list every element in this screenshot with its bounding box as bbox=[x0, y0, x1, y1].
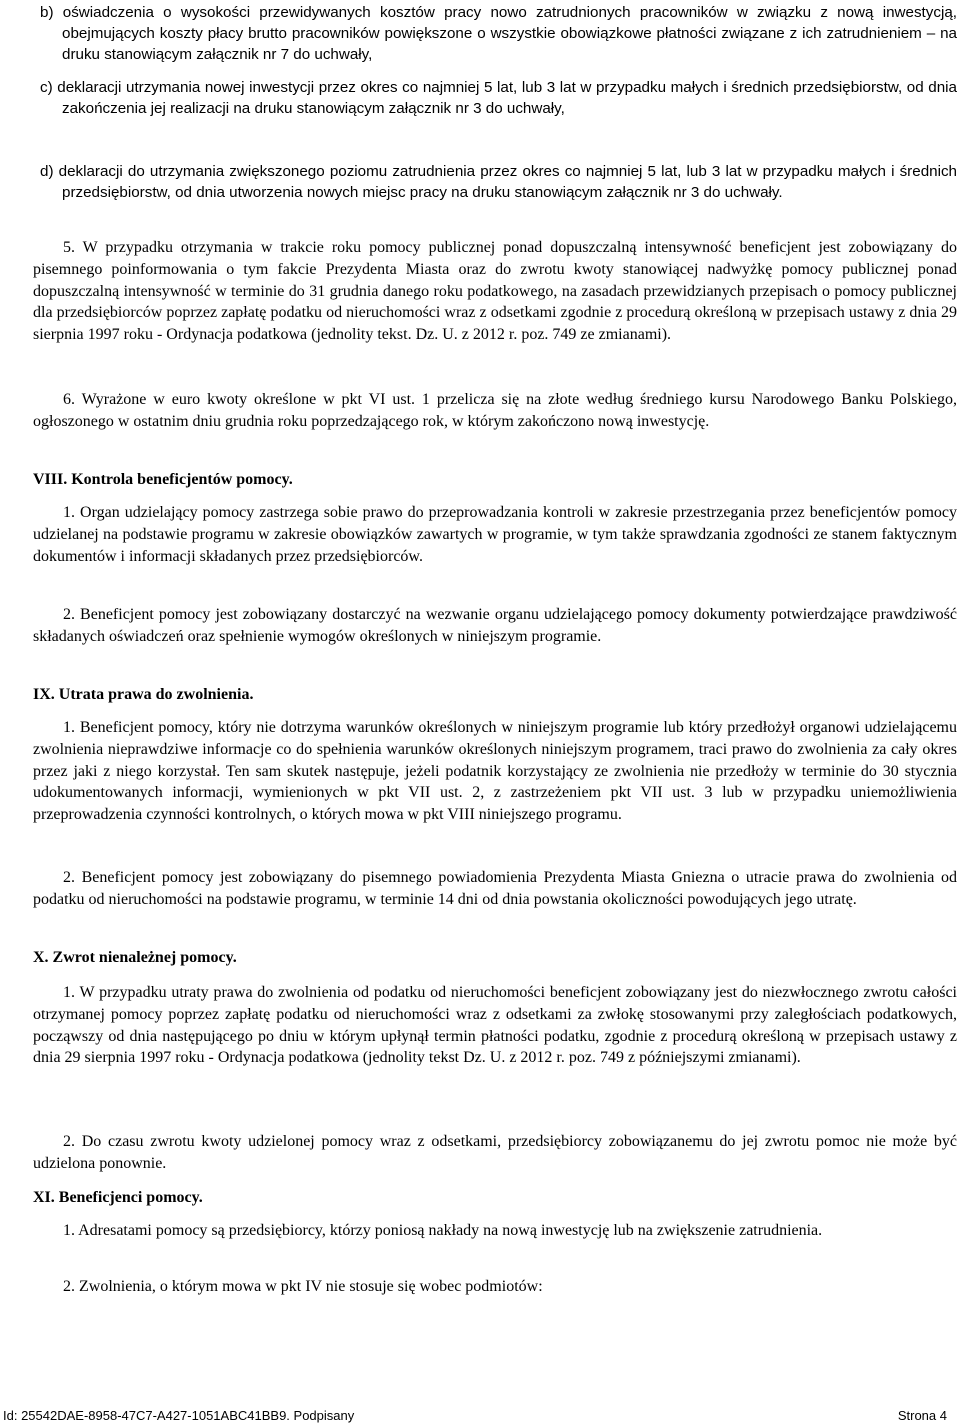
heading-viii: VIII. Kontrola beneficjentów pomocy. bbox=[33, 471, 293, 488]
paragraph-5: 5. W przypadku otrzymania w trakcie roku pomocy publicznej ponad dopuszczalną intensywność beneficjent jest zobowiązany do pisemnego poinformowania o tym fakcie Prezydenta Miasta oraz do zwrotu kwoty stanowiącej nadwyżkę pomocy publicznej ponad dopuszczalną intensywność w terminie do 31 grudnia danego roku podatkowego, na zasadach przewidzianych przepisach o pomocy publicznej dla przedsiębiorców poprzez zapłatę podatku od nieruchomości wraz z odsetkami zgodnie z procedurą określoną w przepisach ustawy z dnia 29 sierpnia 1997 roku - Ordynacja podatkowa (jednolity tekst. Dz. U. z 2012 r. poz. 749 ze zmianami). bbox=[33, 239, 957, 344]
page-footer bbox=[3, 1408, 947, 1424]
page-number: Strona 4 bbox=[897, 1408, 947, 1423]
paragraph-ix-2: 2. Beneficjent pomocy jest zobowiązany do pisemnego powiadomienia Prezydenta Miasta Gniezna o utracie prawa do zwolnienia od podatku od nieruchomości na podstawie programu, w terminie 14 dni od dnia powstania okoliczności powodujących jego utratę. bbox=[33, 869, 957, 908]
heading-xi: XI. Beneficjenci pomocy. bbox=[33, 1189, 203, 1206]
item-b: b) oświadczenia o wysokości przewidywanych kosztów pracy nowo zatrudnionych pracowników w związku z nową inwestycją, obejmujących koszty płacy brutto pracowników powiększone o wszystkie obowiązkowe płatności związane z ich zatrudnieniem – na druku stanowiącym załącznik nr 7 do uchwały, bbox=[40, 4, 957, 64]
paragraph-ix-1: 1. Beneficjent pomocy, który nie dotrzyma warunków określonych w niniejszym programie lub który przedłożył organowi udzielającemu zwolnienia nieprawdziwe informacje co do spełnienia warunków określonych niniejszym programem, traci prawo do zwolnienia za cały okres przez jaki z niego korzystał. Ten sam skutek następuje, jeżeli podatnik korzystający ze zwolnienia nie przedłoży w terminie do 30 stycznia udokumentowanych informacji, wymienionych w pkt VII ust. 2, z zastrzeżeniem pkt VII ust. 3 lub w przypadku uniemożliwienia przeprowadzenia czynności kontrolnych, o których mowa w pkt VIII niniejszego programu. bbox=[33, 719, 957, 824]
item-c: c) deklaracji utrzymania nowej inwestycji przez okres co najmniej 5 lat, lub 3 lat w przypadku małych i średnich przedsiębiorstw, od dnia zakończenia jej realizacji na druku stanowiącym załącznik nr 3 do uchwały, bbox=[40, 79, 957, 118]
document-id: Id: 25542DAE-8958-47C7-A427-1051ABC41BB9. Podpisany bbox=[3, 1408, 355, 1423]
paragraph-xi-2: 2. Zwolnienia, o którym mowa w pkt IV nie stosuje się wobec podmiotów: bbox=[63, 1278, 543, 1295]
heading-x: X. Zwrot nienależnej pomocy. bbox=[33, 949, 237, 966]
heading-ix: IX. Utrata prawa do zwolnienia. bbox=[33, 686, 254, 703]
paragraph-viii-1: 1. Organ udzielający pomocy zastrzega sobie prawo do przeprowadzania kontroli w zakresie przestrzegania przez beneficjentów pomocy udzielanej na podstawie programu w zakresie obowiązków zawartych w programie, w tym także sprawdzania zgodności ze stanem faktycznym dokumentów i informacji składanych przez przedsiębiorców. bbox=[33, 504, 957, 565]
paragraph-viii-2: 2. Beneficjent pomocy jest zobowiązany dostarczyć na wezwanie organu udzielającego pomocy dokumenty potwierdzające prawdziwość składanych oświadczeń oraz spełnienie wymogów określonych w niniejszym programie. bbox=[33, 606, 957, 645]
paragraph-x-1: 1. W przypadku utraty prawa do zwolnienia od podatku od nieruchomości beneficjent zobowiązany jest do niezwłocznego zwrotu całości otrzymanej pomocy poprzez zapłatę podatku od nieruchomości wraz z odsetkami za zwłokę stosowanymi przy zaległościach podatkowych, począwszy od dnia następującego po dniu w którym upłynął termin płatności podatku, zgodnie z procedurą określoną w przepisach ustawy z dnia 29 sierpnia 1997 roku - Ordynacja podatkowa (jednolity tekst Dz. U. z 2012 r. poz. 749 z późniejszymi zmianami). bbox=[33, 984, 957, 1067]
paragraph-6: 6. Wyrażone w euro kwoty określone w pkt VI ust. 1 przelicza się na złote według średniego kursu Narodowego Banku Polskiego, ogłoszonego w ostatnim dniu grudnia roku poprzedzającego rok, w którym zakończono nową inwestycję. bbox=[33, 391, 957, 430]
item-d: d) deklaracji do utrzymania zwiększonego poziomu zatrudnienia przez okres co najmniej 5 lat, lub 3 lat w przypadku małych i średnich przedsiębiorstw, od dnia utworzenia nowych miejsc pracy na druku stanowiącym załącznik nr 3 do uchwały. bbox=[40, 163, 957, 202]
paragraph-xi-1: 1. Adresatami pomocy są przedsiębiorcy, którzy poniosą nakłady na nową inwestycję lub na zwiększenie zatrudnienia. bbox=[63, 1222, 823, 1239]
paragraph-x-2: 2. Do czasu zwrotu kwoty udzielonej pomocy wraz z odsetkami, przedsiębiorcy zobowiązanemu do jej zwrotu pomoc nie może być udzielona ponownie. bbox=[33, 1133, 957, 1172]
